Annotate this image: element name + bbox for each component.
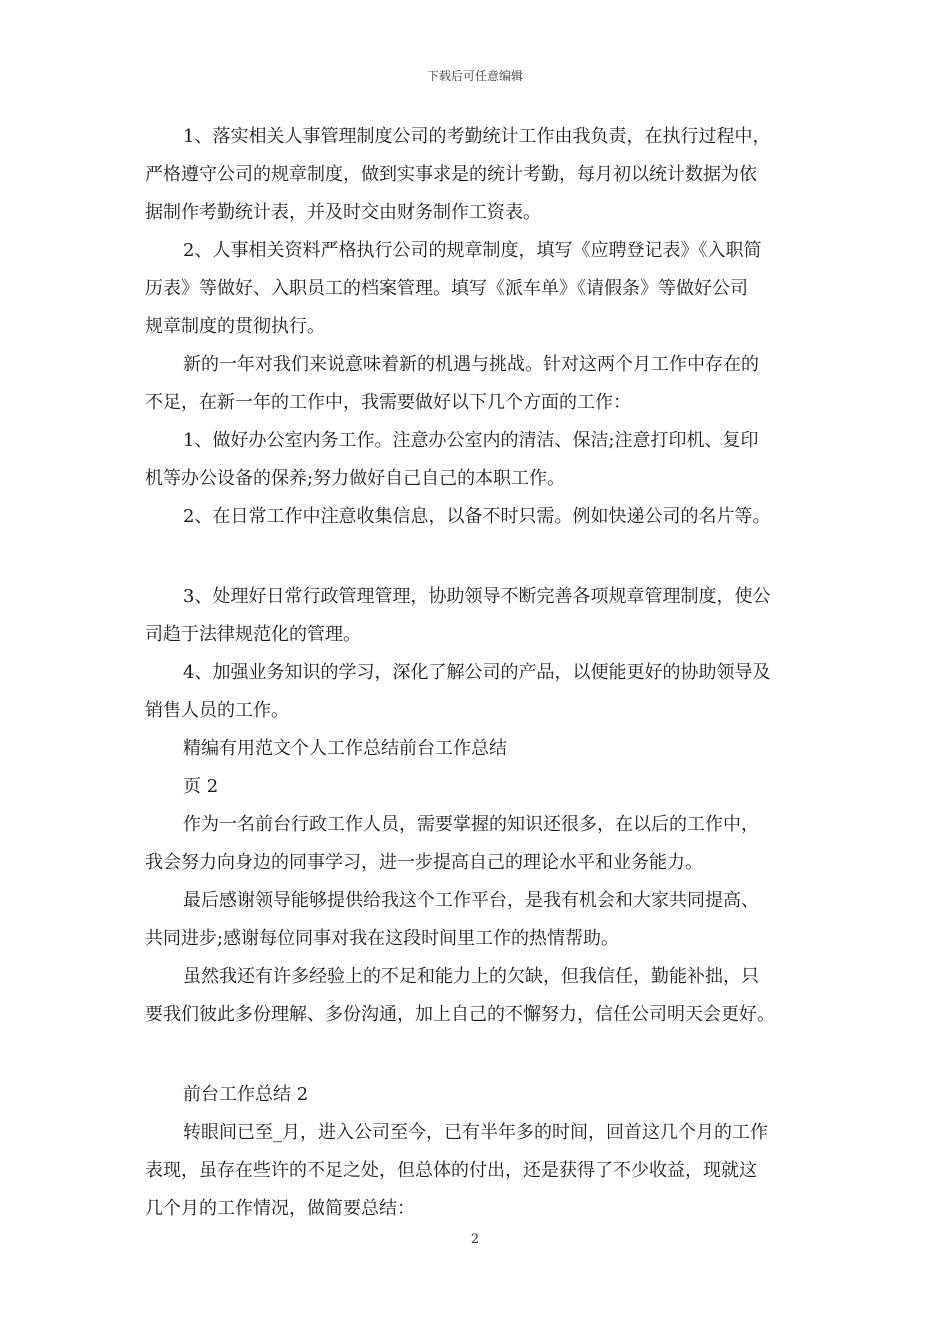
paragraph-line: 严格遵守公司的规章制度，做到实事求是的统计考勤，每月初以统计数据为依	[145, 164, 757, 185]
paragraph-line: 销售人员的工作。	[145, 700, 289, 721]
paragraph-line: 我会努力向身边的同事学习，进一步提高自己的理论水平和业务能力。	[145, 852, 703, 873]
paragraph-line: 虽然我还有许多经验上的不足和能力上的欠缺，但我信任，勤能补拙，只	[183, 966, 759, 987]
paragraph-line: 机等办公设备的保养;努力做好自己自己的本职工作。	[145, 468, 566, 489]
paragraph-line: 几个月的工作情况，做简要总结：	[145, 1198, 415, 1219]
paragraph-line: 表现，虽存在些许的不足之处，但总体的付出，还是获得了不少收益，现就这	[145, 1160, 757, 1181]
paragraph-line: 2、人事相关资料严格执行公司的规章制度，填写《应聘登记表》《入职简	[183, 240, 762, 261]
paragraph-line: 不足，在新一年的工作中，我需要做好以下几个方面的工作：	[145, 392, 631, 413]
page-number: 2	[470, 1232, 480, 1247]
paragraph-line: 要我们彼此多份理解、多份沟通，加上自己的不懈努力，信任公司明天会更好。	[145, 1004, 775, 1025]
page-marker: 页 2	[183, 776, 219, 797]
paragraph-line: 据制作考勤统计表，并及时交由财务制作工资表。	[145, 202, 541, 223]
section-title: 精编有用范文个人工作总结前台工作总结	[183, 738, 507, 759]
paragraph-line: 司趋于法律规范化的管理。	[145, 624, 361, 645]
paragraph-line: 新的一年对我们来说意味着新的机遇与挑战。针对这两个月工作中存在的	[183, 354, 759, 375]
paragraph-line: 1、落实相关人事管理制度公司的考勤统计工作由我负责，在执行过程中，	[183, 126, 771, 147]
blank-line	[145, 536, 817, 578]
section-title: 前台工作总结 2	[183, 1084, 309, 1105]
paragraph-line: 2、在日常工作中注意收集信息，以备不时只需。例如快递公司的名片等。	[183, 506, 771, 527]
paragraph-line: 1、做好办公室内务工作。注意办公室内的清洁、保洁;注意打印机、复印	[183, 430, 759, 451]
document-body	[145, 118, 817, 1228]
paragraph-line: 作为一名前台行政工作人员，需要掌握的知识还很多，在以后的工作中，	[183, 814, 759, 835]
paragraph-line: 共同进步;感谢每位同事对我在这段时间里工作的热情帮助。	[145, 928, 620, 949]
blank-line	[145, 1034, 817, 1076]
page-header: 下载后可任意编辑	[426, 69, 523, 83]
paragraph-line: 历表》等做好、入职员工的档案管理。填写《派车单》《请假条》等做好公司	[145, 278, 748, 299]
paragraph-line: 3、处理好日常行政管理管理，协助领导不断完善各项规章管理制度，使公	[183, 586, 771, 607]
paragraph-line: 最后感谢领导能够提供给我这个工作平台，是我有机会和大家共同提高、	[183, 890, 759, 911]
paragraph-line: 4、加强业务知识的学习，深化了解公司的产品，以便能更好的协助领导及	[183, 662, 771, 683]
paragraph-line: 规章制度的贯彻执行。	[145, 316, 325, 337]
paragraph-line: 转眼间已至_月，进入公司至今，已有半年多的时间，回首这几个月的工作	[183, 1122, 768, 1143]
